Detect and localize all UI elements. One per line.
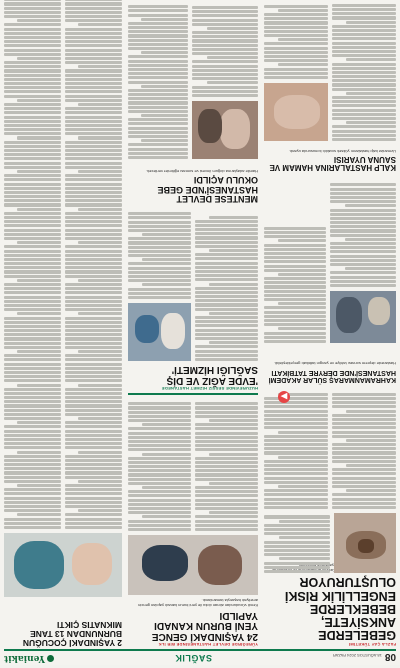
lead-body-c [264,389,328,509]
nose-photo [128,535,258,595]
dental-body-a [195,211,258,361]
gebe-lede: Hamile adaylarına doğum öncesi ve sonrası eğitimler verilecek. [145,168,258,174]
dental-photo [128,303,191,361]
right-body-a [65,3,122,529]
lead-photo [334,513,396,573]
dental-article-header [128,363,258,395]
dental-headline: 'EVDE AĞIZ VE DİŞ SAĞLIĞI HİZMETİ' [166,364,258,386]
nose-body-b [128,401,191,531]
dental-body-b [128,209,191,299]
lead-body-a [264,513,330,573]
heart-lede: Uzmanlar kalp hastalarını yüksek sıcaklık konusunda uyardı. [288,149,396,155]
lead-article-header [264,577,396,647]
page-number: 08 [384,651,396,663]
gebe-body-a [128,3,188,159]
gebe-headline: MENTESE DEVLET HASTANESİ'NDE GEBE OKULU AÇILDI [157,175,258,204]
brand-mark-icon [47,655,54,662]
academic-headline: KAHRAMANMARAŞ SÜLAR AKADEMİ HASTANESİ'NDE DERYRE TATBİKATI [268,368,396,383]
nose-lede: Kendi vücudundan alınan doku ile yeni burun kanadı yapılan gencin ameliyatı başarıyla tamamlandı. [138,598,258,609]
brand-name: Yeniakit [4,653,45,664]
section-name: SAĞLIK [174,653,212,664]
academic-body-a [264,223,326,343]
nose-article-header [128,599,258,647]
brand-logo [4,654,54,664]
kid-photo [4,533,122,597]
gebe-body-b [192,3,258,97]
academic-article-header [264,347,396,383]
gebe-photo [192,101,258,159]
right-body-b [4,3,61,529]
heart-body-a [332,3,396,141]
header-rule [4,649,396,651]
heart-headline: KALP HASTALARINA HAMAM VE SAUNA UYARISI [269,154,396,172]
heart-photo [264,83,328,141]
nose-headline: 24 YAŞINDAKİ GENCE YENİ BURUN KANADI YAPILDI [151,610,258,642]
kid-article-header [4,599,122,647]
academic-photo [330,291,396,343]
nose-body-a [195,401,258,531]
lead-kicker: FAZLA ÇAY TÜKETİMİ [348,642,396,647]
dental-kicker: HUZUREVİNDE SESSİZ HİZMET HASTANEDE [161,386,258,391]
page-date: 18 AĞUSTOS 2024 PAZAR [332,653,382,659]
lead-headline: GEBELERDE ANKSİYETE, BEBEKLERDE ENGELLİLİK RİSKİ OLUŞTURUYOR [284,575,396,642]
academic-lede: Hastanede deprem sonrası tahliye ve yangın tatbikatı gerçekleştirildi. [273,361,396,367]
heart-article-header [264,143,396,171]
heart-body-b [264,3,328,79]
masthead [0,652,400,665]
nose-kicker: YÜREĞİRDE DEVLET HASTANESİNDE BİR İLK [158,642,258,647]
kid-headline: 2 YAŞINDAKİ ÇOCUĞUN BURNUNDAN 13 TANE MIKNATIS ÇIKTI [22,620,122,648]
gebe-article-header [128,163,258,203]
play-icon: ▶ [278,391,290,403]
academic-body-b [330,177,396,287]
lead-body-b [332,389,396,509]
